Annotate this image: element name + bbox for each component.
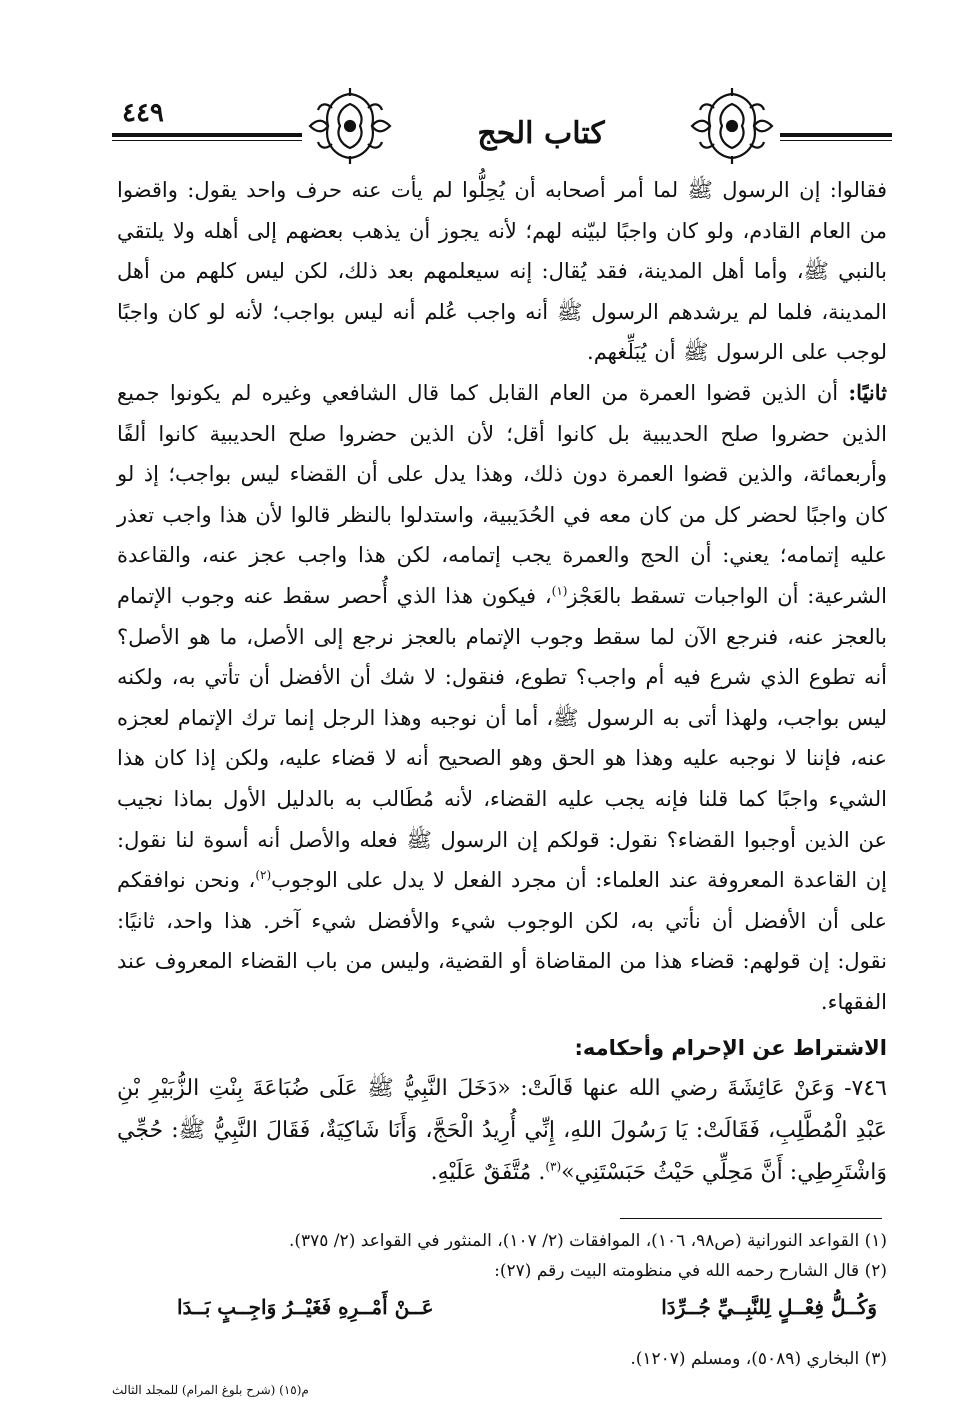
paragraph-2-text-cont: ، فيكون هذا الذي أُحصر سقط عنه وجوب الإتمام بالعجز عنه، فنرجع الآن لما سقط وجوب الإتمام بالعجز نرجع إلى الأصل، ما هو الأصل؟ أنه تطوع الذي شرع فيه أم واجب؟ تطوع، فنقول: لا شك أن الأفضل أن تأتي به، ولكنه ليس بواجب، ولهذا أتى به الرسول ﷺ، أما أن نوجبه وهذا الرجل إنما ترك الإتمام لعجزه عنه، فإننا لا نوجبه عليه وهذا هو الحق وهو الصحيح أنه لا قضاء عليه، ولكن إذا كان هذا الشيء واجبًا كما قلنا فإنه يجب عليه القضاء، لأنه مُطَالب به بالدليل الأول بماذا نجيب عن الذين أوجبوا القضاء؟ نقول: قولكم إن الرسول ﷺ فعله والأصل أنه أسوة لنا نقول: إن القاعدة المعروفة عند العلماء: أن مجرد الفعل لا يدل على الوجوب bbox=[117, 583, 887, 893]
paragraph-2-lead: ثانيًا: bbox=[848, 379, 887, 405]
section-heading: الاشتراط عن الإحرام وأحكامه: bbox=[574, 1036, 887, 1061]
paragraph-1: فقالوا: إن الرسول ﷺ لما أمر أصحابه أن يُحِلُّوا لم يأت عنه حرف واحد يقول: واقضوا من العام القادم، ولو كان واجبًا لبيّنه لهم؛ لأنه يجوز أن يذهب بعضهم إلى أهله ولا يلتقي بالنبي ﷺ، وأما أهل المدينة، فقد يُقال: إنه سيعلمهم بعد ذلك، لكن ليس كلهم من أهل المدينة، فلما لم يرشدهم الرسول ﷺ أنه واجب عُلم أنه ليس بواجب؛ لأنه لو كان واجبًا لوجب على الرسول ﷺ أن يُبَلِّغهم. bbox=[117, 178, 887, 365]
book-reference: م(١٥) (شرح بلوغ المرام) للمجلد الثالث bbox=[112, 1383, 309, 1397]
poem-verse bbox=[117, 1286, 887, 1326]
footnote-3: (٣) البخاري (٥٠٨٩)، ومسلم (١٢٠٧). bbox=[630, 1349, 887, 1369]
verse-second-hemistich: عَــنْ أَمْــرِهِ فَغَيْــرُ وَاجِــبٍ بَــدَا bbox=[177, 1295, 434, 1319]
footnotes bbox=[117, 1226, 887, 1374]
hadith-tail: . مُتَّفَقٌ عَلَيْهِ. bbox=[430, 1160, 546, 1186]
footnote-ref-1[interactable]: (١) bbox=[551, 583, 568, 598]
ornament-left-icon bbox=[302, 86, 398, 166]
footnote-ref-2[interactable]: (٢) bbox=[255, 868, 272, 883]
ornament-right-icon bbox=[684, 86, 780, 166]
chapter-title: كتاب الحج bbox=[477, 116, 605, 151]
page-header bbox=[112, 86, 892, 166]
paragraph-2-text-end: ، ونحن نوافقكم على أن الأفضل أن نأتي به، لكن الوجوب شيء والأفضل شيء آخر. هذا واحد، ثانيًا: نقول: إن قولهم: قضاء هذا من المقاضاة أو القضية، وليس من باب القضاء المعروف عند الفقهاء. bbox=[117, 868, 887, 1014]
main-text bbox=[117, 170, 887, 1194]
footnote-1: (١) القواعد النورانية (ص٩٨، ١٠٦)، الموافقات (٢/ ١٠٧)، المنثور في القواعد (٢/ ٣٧٥). bbox=[288, 1231, 887, 1251]
footnote-2: (٢) قال الشارح رحمه الله في منظومته البيت رقم (٢٧): bbox=[494, 1261, 887, 1281]
paragraph-2-text: أن الذين قضوا العمرة من العام القابل كما قال الشافعي وغيره لم يكونوا جميع الذين حضروا صلح الحديبية بل كانوا أقل؛ لأن الذين حضروا صلح الحديبية كانوا ألفًا وأربعمائة، والذين قضوا العمرة دون ذلك، وهذا يدل على أن القضاء ليس بواجب؛ إذ لو كان واجبًا لحضر كل من كان معه في الحُدَيبية، واستدلوا بالنظر قالوا لأن هذا واجب تعذر عليه إتمامه؛ يعني: أن الحج والعمرة يجب إتمامه، لكن هذا واجب عجز عنه، والقاعدة الشرعية: أن الواجبات تسقط بالعَجْز bbox=[117, 380, 887, 608]
page-number: ٤٤٩ bbox=[122, 98, 164, 128]
chapter-title-box bbox=[398, 106, 684, 162]
hadith-text bbox=[117, 1068, 887, 1194]
footnote-rule bbox=[620, 1218, 882, 1219]
paragraph-2 bbox=[117, 373, 887, 1023]
verse-first-hemistich: وَكُــلُّ فِعْــلٍ لِلنَّبِــيِّ جُــرِّدَا bbox=[661, 1295, 877, 1319]
footnote-ref-3[interactable]: (٣) bbox=[545, 1160, 562, 1175]
hadith-body: ٧٤٦- وَعَنْ عَائِشَةَ رضي الله عنها قَالَتْ: «دَخَلَ النَّبِيُّ ﷺ عَلَى ضُبَاعَةَ بِنْتِ الزُّبَيْرِ بْنِ عَبْدِ الْمُطَّلِبِ، فَقَالَتْ: يَا رَسُولَ اللهِ، إِنِّي أُرِيدُ الْحَجَّ، وَأَنَا شَاكِيَةٌ، فَقَالَ النَّبِيُّ ﷺ: حُجِّي وَاشْتَرِطِي: أَنَّ مَحِلِّي حَيْثُ حَبَسْتَنِي» bbox=[117, 1076, 887, 1186]
